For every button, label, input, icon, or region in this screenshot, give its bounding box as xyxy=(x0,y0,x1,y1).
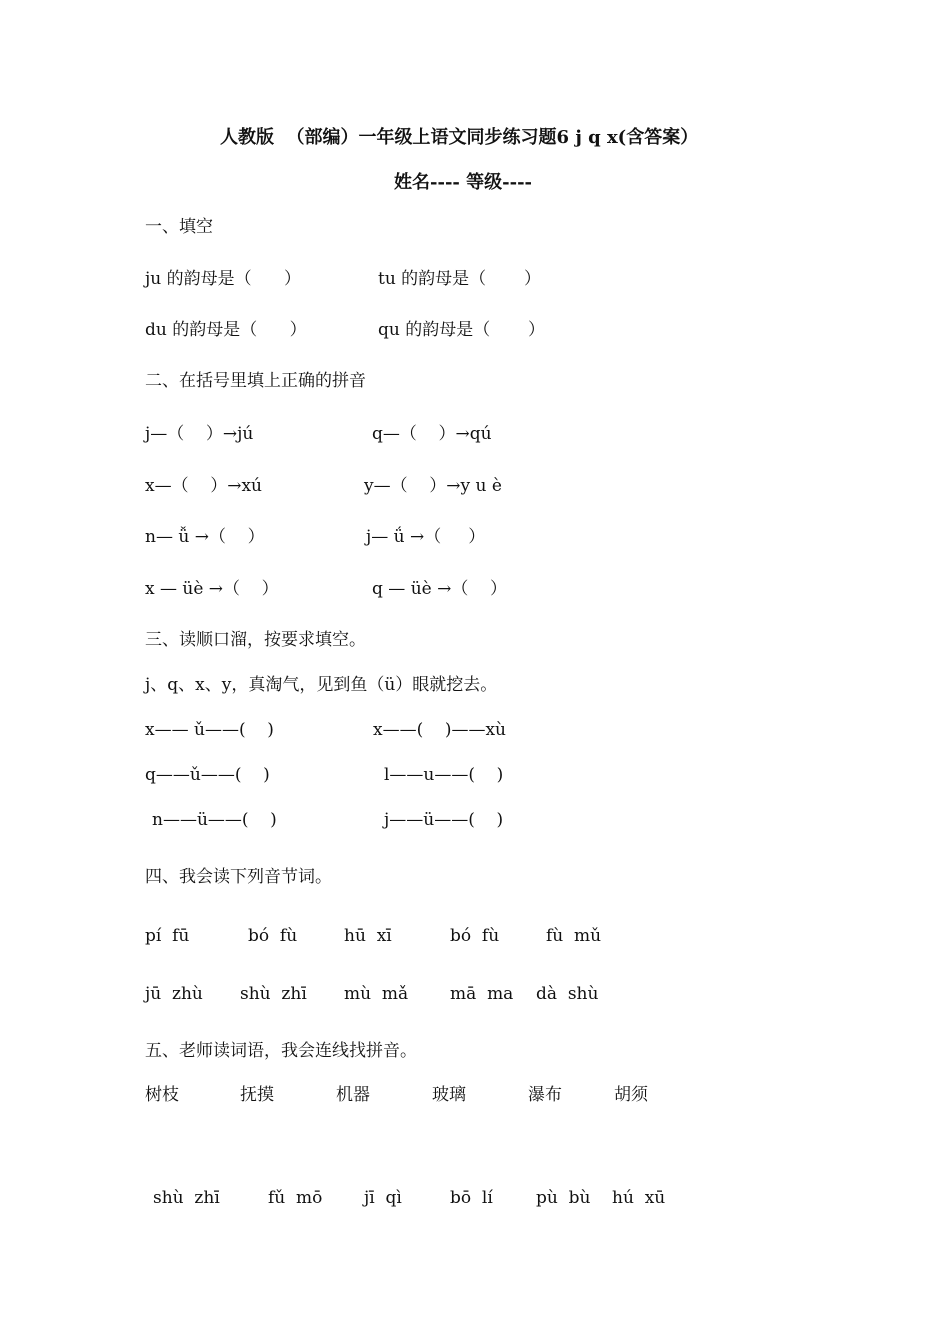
pinyin-option: fǔ mō xyxy=(268,1188,323,1208)
section-2-heading: 二、在括号里填上正确的拼音 xyxy=(145,371,366,391)
spell-item: q—（ ）→qú xyxy=(372,424,492,444)
rhyme-fill-item: q——ǔ——( ) xyxy=(145,765,270,785)
fill-item-ju: ju 的韵母是（ ） xyxy=(145,269,302,289)
name-grade-line: 姓名---- 等级---- xyxy=(394,172,533,193)
chinese-word: 胡须 xyxy=(614,1085,648,1105)
rhyme-fill-item: j——ü——( ) xyxy=(384,810,504,830)
section-3-heading: 三、读顺口溜，按要求填空。 xyxy=(145,630,366,650)
syllable-word: mā ma xyxy=(450,984,514,1004)
syllable-word: mù mǎ xyxy=(344,984,409,1004)
fill-item-du: du 的韵母是（ ） xyxy=(145,320,307,340)
syllable-word: fù mǔ xyxy=(546,926,602,946)
syllable-word: bó fù xyxy=(248,926,298,946)
rhyme-fill-item: x——( )——xù xyxy=(373,720,507,740)
syllable-word: bó fù xyxy=(450,926,500,946)
section-5-heading: 五、老师读词语，我会连线找拼音。 xyxy=(145,1041,417,1061)
spell-item: x—（ ）→xú xyxy=(145,476,262,496)
chinese-word: 抚摸 xyxy=(240,1085,274,1105)
section-4-heading: 四、我会读下列音节词。 xyxy=(145,867,332,887)
pinyin-option: jī qì xyxy=(364,1188,402,1208)
rhyme-fill-item: n——ü——( ) xyxy=(152,810,277,830)
syllable-word: jū zhù xyxy=(145,984,203,1004)
chinese-word: 机器 xyxy=(336,1085,370,1105)
pinyin-option: bō lí xyxy=(450,1188,493,1208)
rhyme-text: j、q、x、y，真淘气，见到鱼（ü）眼就挖去。 xyxy=(145,675,498,695)
spell-item: y—（ ）→y u è xyxy=(364,476,502,496)
page-title: 人教版 （部编）一年级上语文同步练习题6 j q x(含答案） xyxy=(220,127,699,148)
spell-item: x — üè →（ ） xyxy=(145,579,279,599)
pinyin-option: shù zhī xyxy=(153,1188,220,1208)
spell-item: q — üè →（ ） xyxy=(372,579,507,599)
spell-item: n— ǚ →（ ） xyxy=(145,527,265,547)
rhyme-fill-item: l——u——( ) xyxy=(384,765,504,785)
section-1-heading: 一、填空 xyxy=(145,217,213,237)
fill-item-tu: tu 的韵母是（ ） xyxy=(378,269,542,289)
chinese-word: 瀑布 xyxy=(528,1085,562,1105)
pinyin-option: pù bù xyxy=(536,1188,591,1208)
pinyin-option: hú xū xyxy=(612,1188,666,1208)
chinese-word: 树枝 xyxy=(145,1085,179,1105)
spell-item: j—（ ）→jú xyxy=(145,424,254,444)
spell-item: j— ǘ →（ ） xyxy=(366,527,486,547)
fill-item-qu: qu 的韵母是（ ） xyxy=(378,320,546,340)
syllable-word: hū xī xyxy=(344,926,392,946)
syllable-word: shù zhī xyxy=(240,984,307,1004)
rhyme-fill-item: x—— ǔ——( ) xyxy=(145,720,274,740)
chinese-word: 玻璃 xyxy=(432,1085,466,1105)
syllable-word: dà shù xyxy=(536,984,599,1004)
syllable-word: pí fū xyxy=(145,926,190,946)
